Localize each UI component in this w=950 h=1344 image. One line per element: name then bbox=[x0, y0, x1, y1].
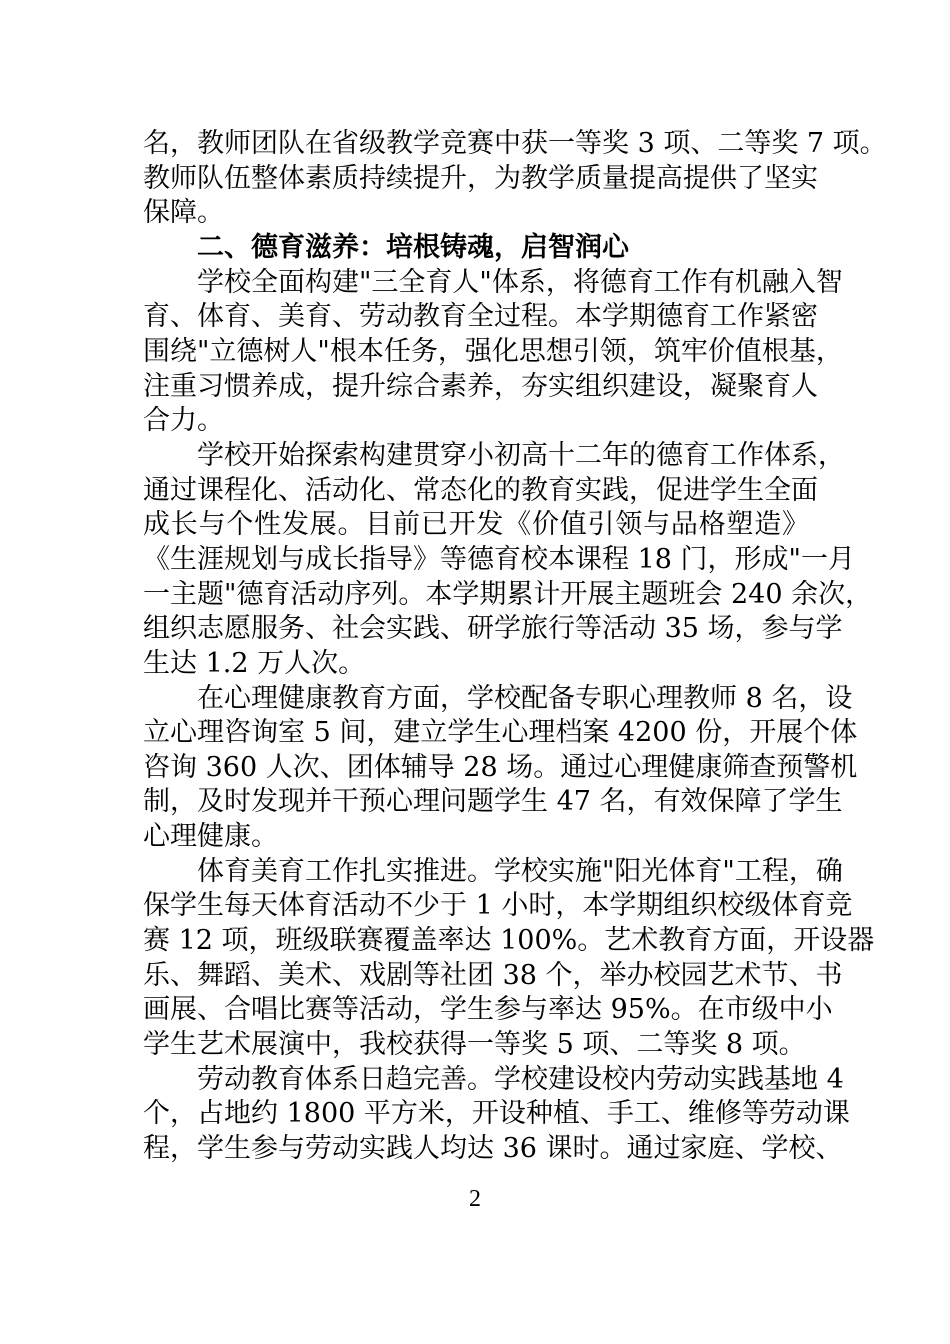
paragraph bbox=[143, 682, 858, 855]
text-line: 二、德育滋养：培根铸魂，启智润心 bbox=[197, 231, 629, 263]
text-line: 育、体育、美育、劳动教育全过程。本学期德育工作紧密 bbox=[143, 301, 818, 333]
text-line: 心理健康。 bbox=[143, 821, 278, 853]
paragraph bbox=[143, 439, 873, 682]
paragraph bbox=[143, 1063, 850, 1167]
text-line: 组织志愿服务、社会实践、研学旅行等活动 35 场，参与学 bbox=[143, 613, 843, 645]
text-line: 《生涯规划与成长指导》等德育校本课程 18 门，形成"一月 bbox=[143, 543, 855, 575]
text-line: 一主题"德育活动序列。本学期累计开展主题班会 240 余次， bbox=[143, 578, 873, 610]
text-line: 成长与个性发展。目前已开发《价值引领与品格塑造》 bbox=[143, 509, 809, 541]
text-line: 注重习惯养成，提升综合素养，夯实组织建设，凝聚育人 bbox=[143, 370, 818, 402]
paragraph bbox=[143, 266, 843, 439]
text-line: 乐、舞蹈、美术、戏剧等社团 38 个，举办校园艺术节、书 bbox=[143, 959, 843, 991]
text-line: 赛 12 项，班级联赛覆盖率达 100%。艺术教育方面，开设器 bbox=[143, 925, 875, 957]
text-line: 画展、合唱比赛等活动，学生参与率达 95%。在市级中小 bbox=[143, 994, 833, 1026]
text-line: 咨询 360 人次、团体辅导 28 场。通过心理健康筛查预警机 bbox=[143, 751, 858, 783]
text-line: 名，教师团队在省级教学竞赛中获一等奖 3 项、二等奖 7 项。 bbox=[143, 128, 887, 159]
text-line: 围绕"立德树人"根本任务，强化思想引领，筑牢价值根基， bbox=[143, 335, 843, 367]
paragraph bbox=[143, 127, 887, 231]
text-line: 生达 1.2 万人次。 bbox=[143, 647, 366, 679]
text-line: 学生艺术展演中，我校获得一等奖 5 项、二等奖 8 项。 bbox=[143, 1029, 806, 1061]
page-number: 2 bbox=[469, 1186, 481, 1212]
text-line: 个，占地约 1800 平方米，开设种植、手工、维修等劳动课 bbox=[143, 1098, 850, 1130]
text-line: 教师队伍整体素质持续提升，为教学质量提高提供了坚实 bbox=[143, 162, 818, 194]
paragraph bbox=[143, 855, 875, 1063]
text-line: 制，及时发现并干预心理问题学生 47 名，有效保障了学生 bbox=[143, 786, 843, 818]
text-line: 通过课程化、活动化、常态化的教育实践，促进学生全面 bbox=[143, 474, 818, 506]
text-line: 保学生每天体育活动不少于 1 小时，本学期组织校级体育竞 bbox=[143, 890, 853, 922]
text-line: 立心理咨询室 5 间，建立学生心理档案 4200 份，开展个体 bbox=[143, 717, 858, 749]
section-heading bbox=[143, 231, 809, 266]
text-line: 保障。 bbox=[143, 197, 224, 229]
text-line: 学校开始探索构建贯穿小初高十二年的德育工作体系， bbox=[197, 439, 845, 471]
text-line: 体育美育工作扎实推进。学校实施"阳光体育"工程，确 bbox=[197, 855, 843, 887]
document-body bbox=[143, 127, 887, 1167]
text-line: 合力。 bbox=[143, 405, 224, 437]
text-line: 学校全面构建"三全育人"体系，将德育工作有机融入智 bbox=[197, 266, 843, 298]
text-line: 程，学生参与劳动实践人均达 36 课时。通过家庭、学校、 bbox=[143, 1133, 843, 1165]
text-line: 劳动教育体系日趋完善。学校建设校内劳动实践基地 4 bbox=[197, 1063, 844, 1095]
text-line: 在心理健康教育方面，学校配备专职心理教师 8 名，设 bbox=[197, 682, 853, 714]
